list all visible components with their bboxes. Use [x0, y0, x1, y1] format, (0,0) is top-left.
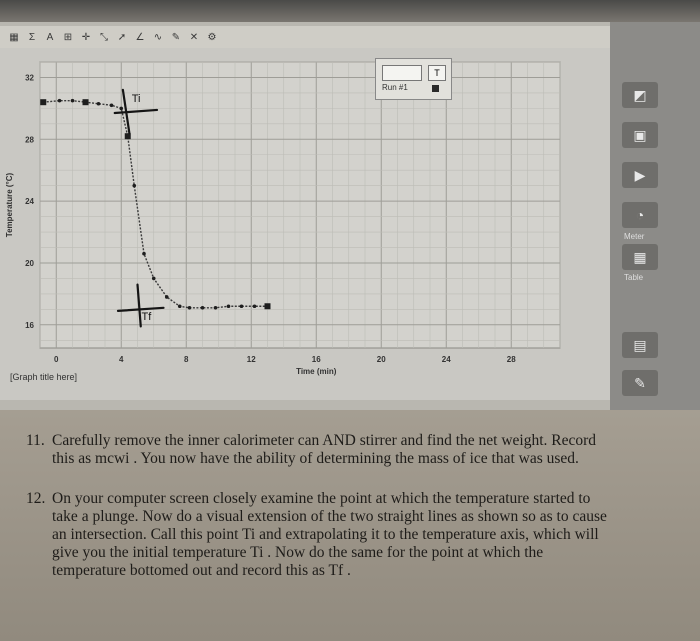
step-number: 12.: [26, 490, 46, 507]
x-tick-label: 8: [184, 355, 189, 364]
x-tick-label: 12: [246, 355, 256, 364]
legend-run-swatch: [432, 85, 439, 92]
y-tick-label: 32: [25, 73, 34, 83]
step-line: this as mcwi . You now have the ability of determining the mass of ice that was used.: [52, 450, 579, 467]
notes-icon[interactable]: ▤: [622, 332, 658, 358]
step-number: 11.: [26, 432, 45, 449]
data-point: [119, 107, 123, 111]
x-tick-label: 24: [441, 355, 451, 364]
data-point: [132, 184, 136, 188]
legend-t-button[interactable]: T: [428, 65, 446, 81]
legend-run-label: Run #1: [382, 83, 408, 92]
x-tick-label: 0: [54, 355, 59, 364]
video-icon[interactable]: ▶: [622, 162, 658, 188]
x-tick-label: 28: [506, 355, 516, 364]
graph-view-icon[interactable]: ◩: [622, 82, 658, 108]
data-point: [253, 304, 257, 308]
data-point: [110, 103, 114, 107]
annotation-text: Ti: [131, 93, 141, 106]
ti-annotation: [132, 93, 141, 105]
annotate-icon[interactable]: ⚙: [207, 31, 217, 43]
data-marker: [265, 303, 271, 309]
y-axis-label: Temperature (°C): [5, 172, 14, 238]
curve-fit-icon[interactable]: ∿: [153, 31, 163, 43]
step-line: take a plunge. Now do a visual extension of the two straight lines as shown so as to cause: [52, 508, 607, 525]
right-panel: [610, 22, 700, 410]
pen-icon[interactable]: ✎: [622, 370, 658, 396]
sum-icon[interactable]: Σ: [28, 31, 36, 43]
table-icon[interactable]: ▦: [9, 31, 19, 43]
legend-box[interactable]: [382, 65, 422, 81]
data-point: [201, 306, 205, 310]
y-tick-label: 20: [25, 258, 34, 268]
data-point: [97, 102, 101, 106]
temperature-chart: [0, 48, 610, 408]
step-line: Carefully remove the inner calorimeter can AND stirrer and find the net weight. Record: [52, 432, 597, 449]
data-point: [188, 306, 192, 310]
x-tick-label: 4: [119, 355, 124, 364]
meter-label: Meter: [624, 232, 645, 241]
data-marker: [83, 99, 89, 105]
delete-icon[interactable]: ✕: [189, 31, 199, 43]
step-line: temperature bottomed out and record this as Tf .: [52, 562, 351, 579]
x-tick-label: 16: [311, 355, 321, 364]
run-legend[interactable]: [375, 58, 452, 100]
zoom-icon[interactable]: ⊞: [63, 31, 73, 43]
worksheet-page: [0, 410, 700, 641]
photo-top-edge: [0, 0, 700, 22]
y-tick-label: 24: [25, 197, 34, 207]
cursor-icon[interactable]: ➚: [117, 31, 127, 43]
table-label: Table: [624, 273, 644, 282]
data-point: [58, 99, 62, 103]
move-icon[interactable]: ⤡: [100, 31, 108, 43]
graph-title-placeholder[interactable]: [Graph title here]: [10, 372, 78, 382]
data-point: [152, 277, 156, 281]
data-marker: [40, 99, 46, 105]
image-icon[interactable]: ▣: [622, 122, 658, 148]
data-point: [214, 306, 218, 310]
step-line: On your computer screen closely examine the point at which the temperature started to: [52, 490, 591, 507]
text-tool-icon[interactable]: A: [46, 31, 54, 43]
annotation-text: Tf: [141, 311, 152, 324]
fit-icon[interactable]: ✛: [81, 31, 91, 43]
step-line: an intersection. Call this point Ti and extrapolating it to the temperature axis, which will: [52, 526, 599, 543]
data-point: [71, 99, 75, 103]
data-point: [240, 304, 244, 308]
chart-grid: [40, 62, 560, 348]
sketch-icon[interactable]: ✎: [171, 31, 181, 43]
x-axis-label: Time (min): [296, 367, 337, 376]
data-point: [178, 304, 182, 308]
x-tick-label: 20: [376, 355, 386, 364]
meter-icon[interactable]: ◔: [622, 202, 658, 228]
data-point: [142, 252, 146, 256]
tangent-icon[interactable]: ∠: [135, 31, 145, 43]
data-point: [227, 304, 231, 308]
table-icon[interactable]: ▦: [622, 244, 658, 270]
y-tick-label: 28: [25, 135, 34, 145]
y-tick-label: 16: [25, 320, 34, 330]
graph-toolbar: [0, 26, 618, 48]
step-line: give you the initial temperature Ti . Now do the same for the point at which the: [52, 544, 544, 561]
tf-annotation: [142, 311, 153, 323]
data-point: [165, 295, 169, 299]
